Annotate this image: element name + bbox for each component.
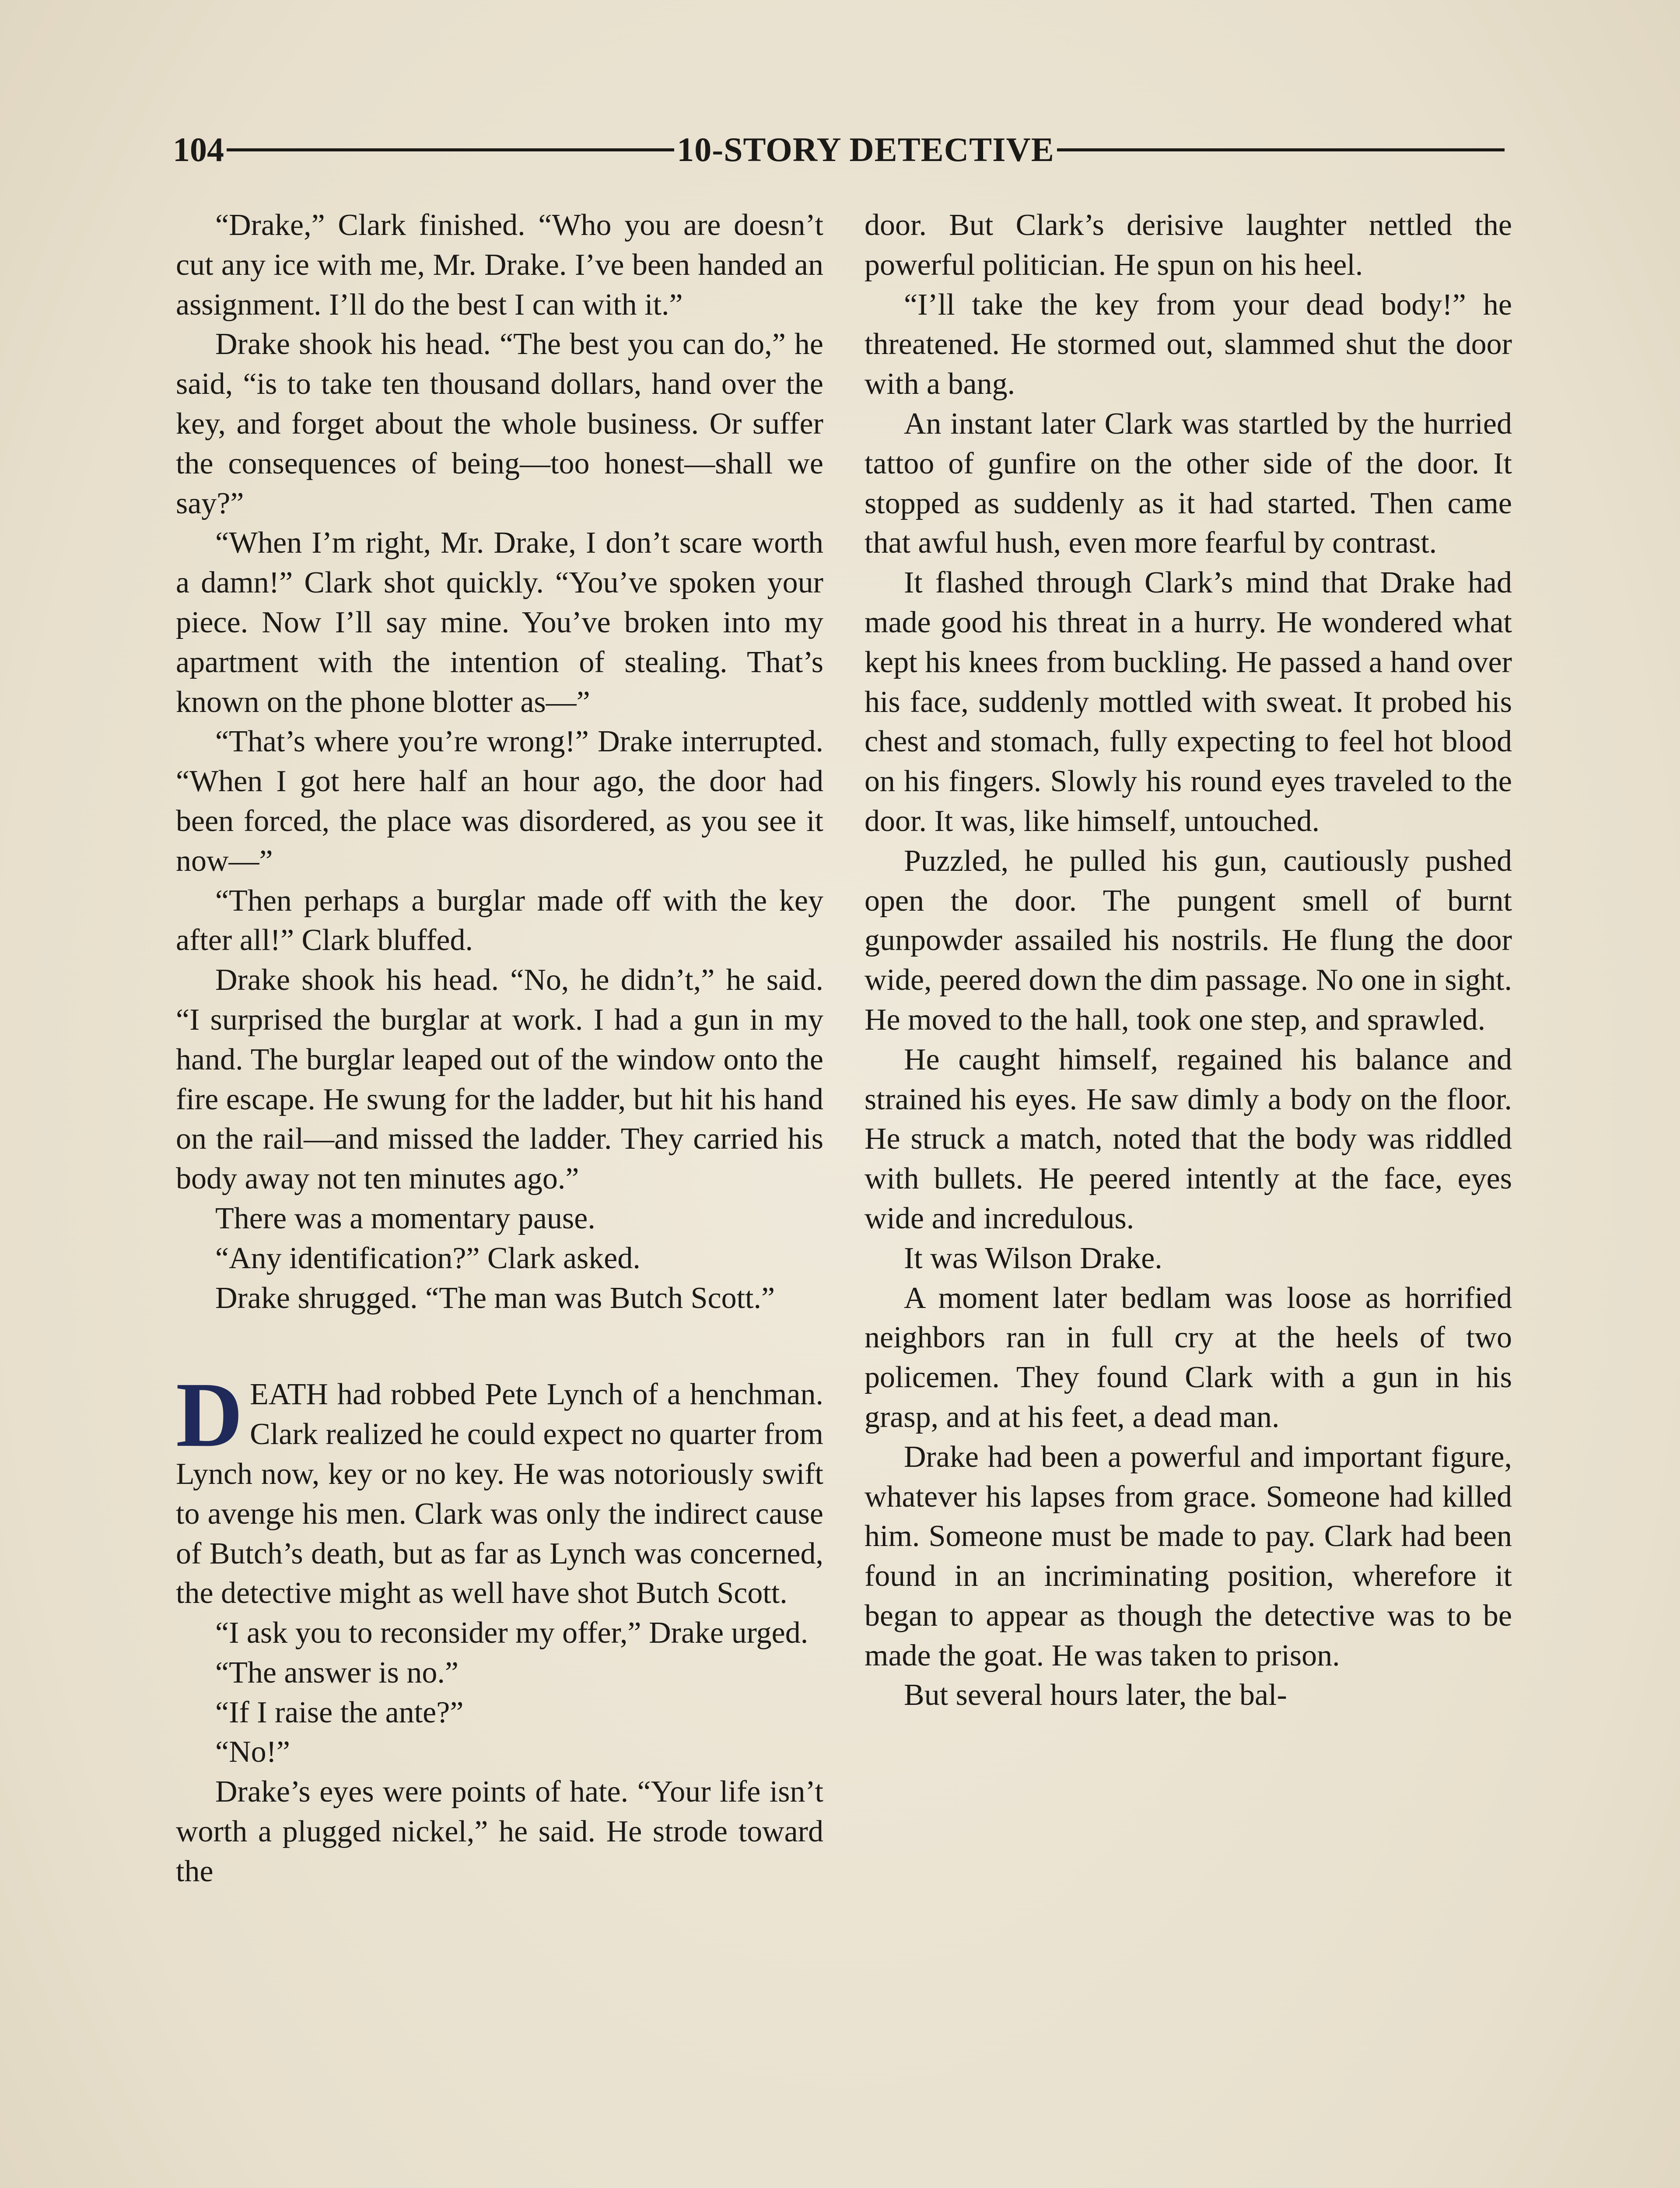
left-column [176, 206, 823, 1892]
drop-cap-paragraph-text: EATH had robbed Pete Lynch of a henchman. Clark realized he could expect no quarter from Lynch now, key or no key. He was notoriously swift to avenge his men. Clark was only the indirect cause of Butch’s death, but as far as Lynch was concerned, the detective might as well have shot Butch Scott. [176, 1378, 823, 1610]
drop-cap-letter: D [176, 1363, 243, 1466]
page-header [173, 128, 1507, 172]
header-rule-left [227, 148, 674, 151]
paragraph: Drake shook his head. “The best you can do,” he said, “is to take ten thousand dollars, hand over the key, and forget about the whole business. Or suffer the consequences of being—too honest—shall we say?” [176, 327, 823, 520]
paragraph: An instant later Clark was startled by the hurried tattoo of gunfire on the other side of the door. It stopped as suddenly as it had started. Then came that awful hush, even more fearful by contrast. [864, 407, 1512, 560]
paragraph: It was Wilson Drake. [904, 1241, 1162, 1275]
paragraph: It flashed through Clark’s mind that Drake had made good his threat in a hurry. He wondered what kept his knees from buckling. He passed a hand over his face, suddenly mottled with sweat. It probed his chest and stomach, fully expecting to feel hot blood on his fingers. Slowly his round eyes traveled to the door. It was, like himself, untouched. [864, 566, 1512, 838]
paragraph: “No!” [215, 1735, 290, 1769]
paragraph: “If I raise the ante?” [215, 1695, 464, 1729]
paragraph: “When I’m right, Mr. Drake, I don’t scare worth a damn!” Clark shot quickly. “You’ve spoken your piece. Now I’ll say mine. You’ve broken into my apartment with the intention of stealing. That’s known on the phone blotter as—” [176, 526, 823, 719]
paragraph: Drake shrugged. “The man was Butch Scott.” [215, 1281, 775, 1315]
paragraph: Drake shook his head. “No, he didn’t,” he said. “I surprised the burglar at work. I had a gun in my hand. The burglar leaped out of the window onto the fire escape. He swung for the ladder, but hit his hand on the rail—and missed the ladder. They carried his body away not ten minutes ago.” [176, 963, 823, 1196]
paragraph: “That’s where you’re wrong!” Drake interrupted. “When I got here half an hour ago, the door had been forced, the place was disordered, as you see it now—” [176, 725, 823, 878]
paragraph: He caught himself, regained his balance and strained his eyes. He saw dimly a body on the floor. He struck a match, noted that the body was riddled with bullets. He peered intently at the face, eyes wide and incredulous. [864, 1042, 1512, 1235]
page-number: 104 [173, 130, 224, 168]
paragraph: Puzzled, he pulled his gun, cautiously pushed open the door. The pungent smell of burnt gunpowder assailed his nostrils. He flung the door wide, peered down the dim passage. No one in sight. He moved to the hall, took one step, and sprawled. [864, 844, 1512, 1037]
right-column [864, 206, 1512, 1715]
paragraph: “I’ll take the key from your dead body!” he threatened. He stormed out, slammed shut the door with a bang. [864, 288, 1512, 401]
header-rule-right [1057, 148, 1505, 151]
paragraph: “Any identification?” Clark asked. [215, 1241, 640, 1275]
paragraph: Drake had been a powerful and important figure, whatever his lapses from grace. Someone had killed him. Someone must be made to pay. Clark had been found in an incriminating position, wherefore it began to appear as though the detective was to be made the goat. He was taken to prison. [864, 1440, 1512, 1673]
paragraph: Drake’s eyes were points of hate. “Your life isn’t worth a plugged nickel,” he said. He strode toward the [176, 1775, 823, 1888]
paragraph: “Then perhaps a burglar made off with the key after all!” Clark bluffed. [176, 884, 823, 957]
paragraph: There was a momentary pause. [215, 1201, 595, 1235]
paragraph: “Drake,” Clark finished. “Who you are doesn’t cut any ice with me, Mr. Drake. I’ve been handed an assignment. I’ll do the best I can with it.” [176, 208, 823, 322]
paragraph: But several hours later, the bal- [904, 1678, 1287, 1712]
paragraph: A moment later bedlam was loose as horrified neighbors ran in full cry at the heels of two policemen. They found Clark with a gun in his grasp, and at his feet, a dead man. [864, 1281, 1512, 1434]
paragraph-continuation: door. But Clark’s derisive laughter nettled the powerful politician. He spun on his heel. [864, 208, 1512, 282]
section-opening-paragraph [176, 1363, 823, 1613]
magazine-title: 10-STORY DETECTIVE [677, 130, 1054, 168]
paragraph: “I ask you to reconsider my offer,” Drake urged. [215, 1616, 808, 1650]
paragraph: “The answer is no.” [215, 1655, 458, 1690]
